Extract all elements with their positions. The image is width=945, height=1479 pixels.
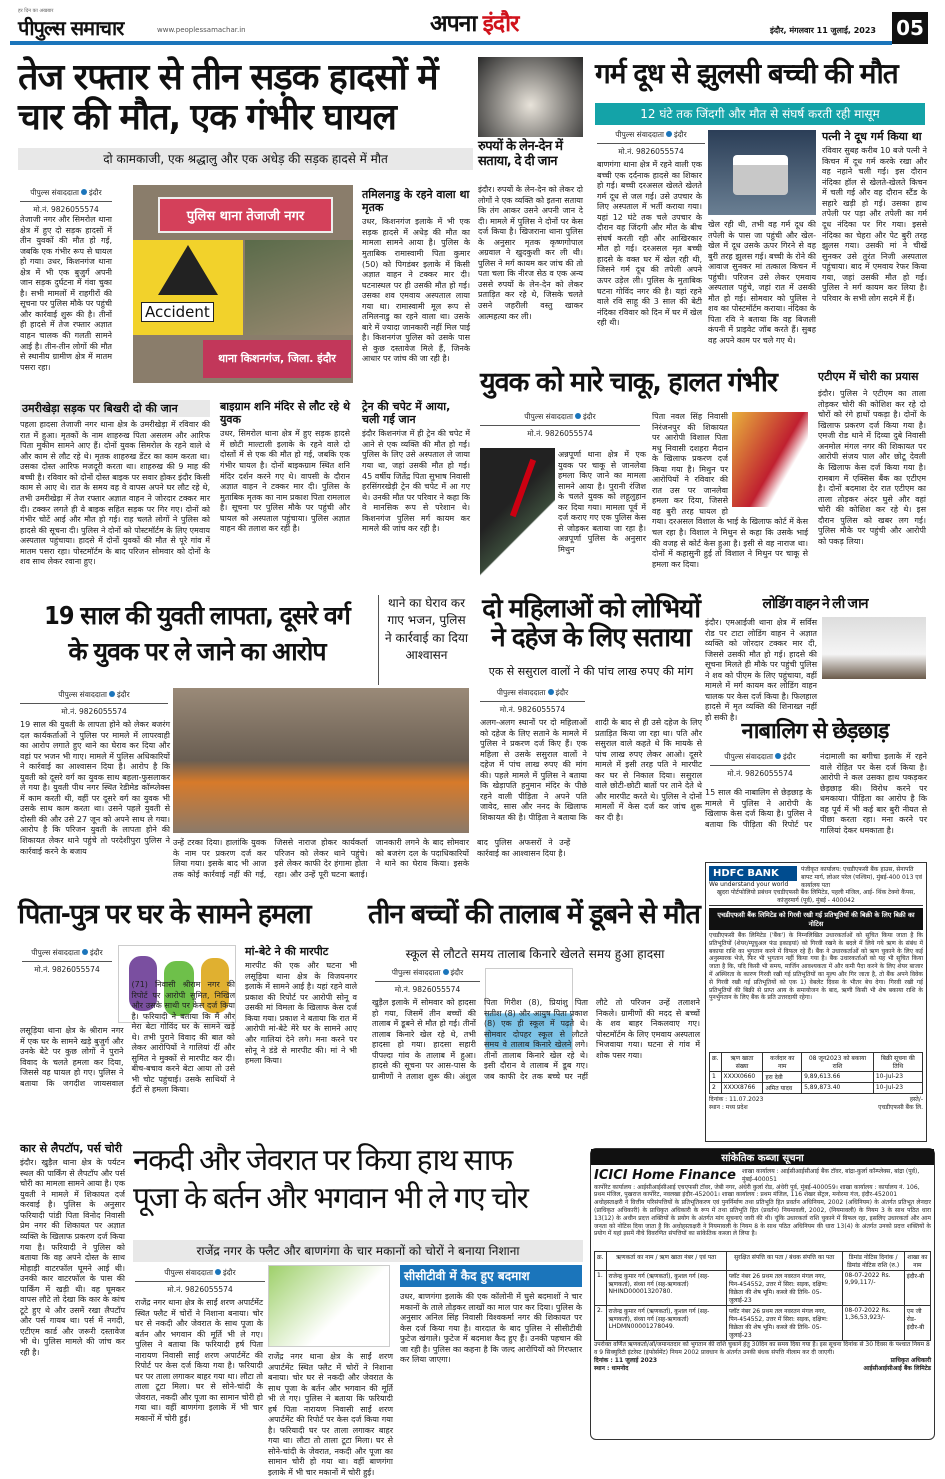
story-body: अलग-अलग स्थानों पर दो महिलाओं को दहेज के लिए सताने के मामले में पुलिस ने प्रकरण दर्ज किए हैं। एक महिला से उसके ससुराल वालों ने दहेज में पांच लाख रुपए की मांग की। पहले मामले में पुलिस ने बताया कि खेड़ापति हनुमान मंदिर के पीछे रहने वाली पीड़िता ने अपने पति जावेद, सास और ननद के खिलाफ शिकायत की है। पीड़िता ने बताया कि शादी के बाद से ही उसे दहेज के लिए प्रताड़ित किया जा रहा था। पति और ससुराल वाले कहते थे कि मायके से पांच लाख रुपए लेकर आओ। दूसरे मामले में इसी तरह पति ने मारपीट कर घर से निकाल दिया। ससुराल वाले छोटी-छोटी बातों पर ताने देते थे और मारपीट करते थे। पुलिस ने दोनों मामलों में केस दर्ज कर जांच शुरू कर दी है। xyxy=(480,718,702,822)
story-subhead: 12 घंटे तक जिंदगी और मौत से संघर्ष करती रही मासूम xyxy=(595,103,925,125)
injured-man-illustration xyxy=(732,412,808,507)
story-body: अन्नपूर्णा थाना क्षेत्र में एक युवक पर चाकू से जानलेवा हमला किए जाने का मामला सामने आया है। पुरानी रंजिश के चलते युवक को लहूलुहान कर दिया गया। मामला पूर्व में दर्ज कराए गए एक पुलिस केस से जोड़कर बताया जा रहा है। अन्नपूर्णा पुलिस के अनुसार मिथुन xyxy=(558,450,646,554)
story-body: इंदौर। एमआईजी थाना क्षेत्र में सर्विस रोड पर टाटा लोडिंग वाहन ने अज्ञात व्यक्ति को जोरदार टक्कर मार दी, जिससे उसकी मौत हो गई। हादसे की सूचना मिलते ही मौके पर पहुंची पुलिस ने शव को पीएम के लिए पहुंचाया, वहीं मामले में मर्ग कायम कर लोडिंग वाहन चालक पर केस दर्ज किया है। फिलहाल हादसे में मृत व्यक्ति की शिनाख्त नहीं हो सकी है। xyxy=(705,618,817,722)
table-cell: इंदौर-बी xyxy=(904,1271,930,1306)
hdfc-table xyxy=(709,1052,923,1094)
byline: पीपुल्स संवाददाता इंदौर मो.नं. 9826055574 xyxy=(480,688,585,715)
edition-date: इंदौर, मंगलवार 11 जुलाई, 2023 xyxy=(770,26,877,35)
table-cell: 08-07-2022 Rs. 9,99,117/- xyxy=(842,1271,904,1306)
table-header: 08 जून2023 को बकाया राशि xyxy=(802,1052,874,1071)
story-road-accidents-headline: तेज रफ्तार से तीन सड़क हादसों में चार की मौत, एक गंभीर घायल xyxy=(18,57,438,139)
byline: पीपुल्स संवाददाता इंदौर मो.नं. 9826055574 xyxy=(20,690,168,717)
table-cell: XXXX0660 xyxy=(721,1071,763,1082)
byline: पीपुल्स संवाददाता इंदौर मो.नं. 9826055574 xyxy=(135,1268,265,1295)
story-knife-attack-headline: युवक को मारे चाकू, हालत गंभीर xyxy=(480,367,777,398)
section-title: अपना इंदौर xyxy=(430,11,519,37)
byline: पीपुल्स संवाददाता इंदौर मो.नं. 9826055574 xyxy=(597,130,705,157)
story-body: बाणगंगा थाना क्षेत्र में रहने वाली एक बच्ची एक दर्दनाक हादसे का शिकार हो गई। बच्ची दरअसल खेलते खेलते गर्म दूध से जल गई। उसे उपचार के लिए अस्पताल में भर्ती कराया गया। यहां 12 घंटे तक चले उपचार के दौरान वह जिंदगी और मौत के बीच संघर्ष करती रही और आखिरकार मौत हो गई। दरअसल मृत बच्ची हादसे के वक्त घर में खेल रही थी, जिसने गर्म दूध की तपेली अपने ऊपर उड़ेल ली। पुलिस के मुताबिक घटना गोविंद नगर की है। यहां रहने वाले रवि साहू की 3 साल की बेटी नंदिका रविवार को दिन में घर में खेल रही थी। xyxy=(597,160,702,328)
story-drowning-headline: तीन बच्चों की तालाब में डूबने से मौत xyxy=(368,899,700,930)
table-cell: हरा देवी xyxy=(763,1071,802,1082)
sidebar-story: तमिलनाडु के रहने वाला था मृतक उधर, किशनगंज इलाके में भी एक सड़क हादसे में अधेड़ की मौत का मामला सामने आया है। पुलिस के मुताबिक रामास्वामी पिता कुमार (50) को पिगडंबर इलाके में किसी अज्ञात वाहन ने टक्कर मार दी। घटनास्थल पर ही उसकी मौत हो गई। उसका शव एमवाय अस्पताल लाया गया था। रामास्वामी मूल रूप से तमिलनाडु का रहने वाला था। उसके बारे में ज्यादा जानकारी नहीं मिल पाई है। किशनगंज पुलिस को उसके पास से कुछ दस्तावेज मिले हैं, जिनके आधार पर जांच की जा रही है। xyxy=(362,188,470,364)
thief-illustration xyxy=(268,1265,390,1347)
table-header: सुरक्षित संपत्ति का पता / बंधक संपत्ति का पता xyxy=(726,1252,842,1271)
story-body: उधर, बाणगंगा इलाके की एक कॉलोनी में घुसे बदमाशों ने चार मकानों के ताले तोड़कर लाखों का माल पार कर दिया। पुलिस के अनुसार अनिल सिंह निवासी विश्वकर्मा नगर की शिकायत पर केस दर्ज किया गया है। वारदात के बाद पुलिस ने सीसीटीवी फुटेज खंगाले। फुटेज में बदमाश कैद हुए हैं। उनकी पहचान की जा रही है। पुलिस का कहना है कि जल्द आरोपियों को गिरफ्तार कर लिया जाएगा। xyxy=(400,1292,582,1365)
table-header: ऋण खाता संख्या xyxy=(721,1052,763,1071)
table-header: क्र. xyxy=(595,1252,607,1271)
table-cell: 08-07-2022 Rs. 1,36,53,923/- xyxy=(842,1306,904,1341)
sidebar-story: पत्नी ने दूध गर्म किया था रविवार सुबह करीब 10 बजे पत्नी ने किचन में दूध गर्म करके रखा और वह नहाने चली गई। इस दौरान नंदिका हॉल से खेलते-खेलते किचन में चली गई और वह दौरान स्टैंड के सहारे खड़ी हो गई। उसका हाथ तपेली पर पड़ा और तपेली का गर्म दूध नंदिका पर गिर गया। इससे नंदिका का चेहरा और पेट बुरी तरह झुलस गया। उसकी मां ने चीखें सुनकर उसे तुरंत निजी अस्पताल पहुंचाया। बाद में एमवाय रेफर किया गया, जहां उसकी मौत हो गई। पुलिस ने मर्ग कायम कर लिया है। परिवार के सभी लोग सदमे में हैं। xyxy=(822,130,927,303)
table-header: ऋणकर्ता का नाम / ऋण खाता नंबर / एवं पता xyxy=(606,1252,726,1271)
police-sign-2: थाना किशनगंज, जिला. इंदौर xyxy=(203,340,351,378)
masthead-logo[interactable] xyxy=(18,8,123,41)
story-body: 19 साल की युवती के लापता होने को लेकर बजरंग दल कार्यकर्ताओं ने पुलिस पर मामले में लापरवाही का आरोप लगाते हुए थाने का घेराव कर दिया और वहां पर भजन भी गाए। मामले में पुलिस अधिकारियों ने कार्रवाई का आश्वासन दिया है। आरोप है कि युवती को दूसरे वर्ग का युवक साथ बहला-फुसलाकर ले गया है। युवती पीथ नगर स्थित रेडीमेड कॉम्प्लेक्स में काम करती थी, वहीं पर दूसरे वर्ग का युवक भी उसके साथ काम करता था। उसने पहले युवती से दोस्ती की और उसे 27 जून को अपने साथ ले गया। आरोप है कि परिजन युवती के लापता होने की शिकायत लेकर थाने पहुंचे तो परदेशीपुरा पुलिस ने कार्रवाई करने के बजाय xyxy=(20,720,170,856)
milk-pot-image xyxy=(708,130,816,215)
table-cell: 2. xyxy=(595,1306,607,1341)
table-cell: 1. xyxy=(595,1271,607,1306)
story-missing-girl-headline: 19 साल की युवती लापता, दूसरे वर्ग के युवक पर ले जाने का आरोप xyxy=(44,601,350,667)
story-body: 15 साल की नाबालिग से छेड़छाड़ के मामले में पुलिस ने आरोपी के खिलाफ केस दर्ज किया है। पुलिस ने बताया कि पीड़िता की रिपोर्ट पर नंदामाली का बगीचा इलाके में रहने वाले रोहित पर केस दर्ज किया है। आरोपी ने कल उसका हाथ पकड़कर छेड़छाड़ की। विरोध करने पर धमकाया। पीड़िता का आरोप है कि वह पूर्व में भी कई बार बुरी नीयत से पीछा करता रहा। मना करने पर गालियां देकर धमकाता है। xyxy=(705,752,927,835)
story-body: लसूड़िया थाना क्षेत्र के श्रीराम नगर में एक घर के सामने खड़े बुजुर्ग और उनके बेटे पर कुछ लोगों ने पुराने विवाद के चलते हमला कर दिया, जिससे वह घायल हो गए। पुलिस ने बताया कि जगदीश जायसवाल (71) निवासी श्रीराम नगर की रिपोर्ट पर आरोपी सुमित, निखिल और उसके साथी पर केस दर्ज किया है। फरियादी ने बताया कि मैं और मेरा बेटा गोविंद घर के सामने खड़े थे। तभी पुराने विवाद की बात को लेकर आरोपियों ने गालियां दीं और सुमित ने मुक्कों से मारपीट कर दी। बीच-बचाव करने बेटा आया तो उसे भी चोट पहुंचाई। उसके साथियों ने ईंटों से हमला किया। xyxy=(20,980,235,1095)
story-body: राजेंद्र नगर थाना क्षेत्र के साईं शरण अपार्टमेंट स्थित फ्लैट में चोरों ने निशाना बनाया। चोर घर से नकदी और जेवरात के साथ पूजा के बर्तन और भगवान की मूर्ति भी ले गए। पुलिस ने बताया कि फरियादी हर्ष पिता नारायण निवासी साईं शरण अपार्टमेंट की रिपोर्ट पर केस दर्ज किया गया है। फरियादी घर पर ताला लगाकर बाहर गया था। लौटा तो ताला टूटा मिला। घर से सोने-चांदी के जेवरात, नकदी और पूजा का सामान चोरी हो गया था। वहीं बाणगंगा इलाके में भी चार मकानों में चोरी हुई। xyxy=(135,1298,263,1424)
story-theft-headline: नकदी और जेवरात पर किया हाथ साफ पूजा के बर्तन और भगवान भी ले गए चोर xyxy=(133,1143,528,1216)
byline: पीपुल्स संवाददाता इंदौर मो.नं. 9826055574 xyxy=(22,948,112,975)
protest-photo xyxy=(173,688,469,833)
byline: पीपुल्स संवाददाता इंदौर मो.नं. 9826055574 xyxy=(375,968,480,995)
table-cell: 2 xyxy=(710,1082,722,1093)
story-body-continued: राजेंद्र नगर थाना क्षेत्र के साईं शरण अपार्टमेंट स्थित फ्लैट में चोरों ने निशाना बनाया। चोर घर से नकदी और जेवरात के साथ पूजा के बर्तन और भगवान की मूर्ति भी ले गए। पुलिस ने बताया कि फरियादी हर्ष पिता नारायण निवासी साईं शरण अपार्टमेंट की रिपोर्ट पर केस दर्ज किया गया है। फरियादी घर पर ताला लगाकर बाहर गया था। लौटा तो ताला टूटा मिला। घर से सोने-चांदी के जेवरात, नकदी और पूजा का सामान चोरी हो गया था। वहीं बाणगंगा इलाके में भी चार मकानों में चोरी हुई। xyxy=(268,1352,393,1478)
sidebar-story: कार से लैपटॉप, पर्स चोरी इंदौर। खुड़ैल थाना क्षेत्र के पर्यटन स्थल की पार्किंग से लैपटॉप और पर्स चोरी का मामला सामने आया है। एक युवती ने मामले में शिकायत दर्ज करवाई है। पुलिस के अनुसार फरियादी पांडी पिता विनोद निवासी प्रेम नगर की शिकायत पर अज्ञात व्यक्ति के खिलाफ प्रकरण दर्ज किया गया है। फरियादी ने पुलिस को बताया कि वह अपने दोस्त के साथ मोहाड़ी वाटरफॉल घूमने आई थी। उनकी कार वाटरफॉल के पास की पार्किंग में खड़ी थी। वह घूमकर वापस लौटे तो देखा कि कार के कांच टूटे हुए थे और उसमें रखा लैपटॉप और पर्स गायब था। पर्स में नगदी, एटीएम कार्ड और जरूरी दस्तावेज भी थे। पुलिस मामले की जांच कर रही है। xyxy=(20,1142,125,1358)
story-body: पिता नवल सिंह निवासी निरंजनपुर की शिकायत पर आरोपी विशाल पिता मधु निवासी दशहरा मैदान के खिलाफ प्रकरण दर्ज किया गया है। मिथुन पर आरोपियों ने रविवार की रात उस पर जानलेवा हमला कर दिया, जिससे वह बुरी तरह घायल हो गया। दरअसल विशाल के भाई के खिलाफ कोर्ट में केस चल रहा है। विशाल ने मिथुन से कहा कि उसके भाई की वजह से कोर्ट केस हुआ है। इसी से वह नाराज था। दोनों में कहासुनी हुई तो विशाल ने मिथुन पर चाकू से हमला कर दिया। xyxy=(652,412,808,569)
story-molestation-headline: नाबालिग से छेड़छाड़ xyxy=(741,719,889,744)
icici-logo: ICICI Home Finance xyxy=(594,1168,736,1184)
logo-tagline: हर दिन का अखबार xyxy=(18,8,54,14)
hdfc-auction-notice: HDFC BANK We understand your world पंजीकृत कार्यालय: एचडीएफसी बैंक हाउस, सेनापति बापट मार्ग, लोअर परेल (पश्चिम), मुंबई-400 013 एवं कार्यालय पता खुदरा पोर्टफोलियो प्रबंधन एचडीएफसी बैंक लिमिटेड, पहली मंजिल, आई- थिंक टेक्नो कैंपस, कांजुरमार्ग (पूर्व), मुंबई - 400042 एचडीएफसी बैंक लिमिटेड को गिरवी रखी गई प्रतिभूतियों की बिक्री के लिए बिक्री का नोटिस एचडीएफसी बैंक लिमिटेड ('बैंक') के निम्नलिखित उधारकर्ताओं को सूचित किया जाता है कि प्रतिभूतियों (शेयर/म्यूचुअल फंड इकाइयां) को गिरवी रखने के बदले में लिये गये ऋण के संबंध में बकाया राशि का भुगतान करने में विफल रहे हैं। बैंक ने उधारकर्ताओं को ऋण चुकाने के लिए कई अनुस्मारक भेजे, फिर भी भुगतान नहीं किया गया है। बैंक उधारकर्ताओं को यह भी सूचित किया जाता है कि, यदि किसी भी समय, मार्जिन आवश्यकता में और कमी पैदा करने के लिए शेयर बाजार में अस्थिरता के कारण गिरवी रखी गई प्रतिभूतियों का मूल्य और गिर जाता है, तो बैंक अपने विवेक से गिरवी रखी गई प्रतिभूतियों को एक 1) वेबलेट दिवस के भीतर बेच देगा। गिरवी रखी गई प्रतिभूतियों की बिक्री से प्राप्त आय के समायोजन के बाद, ऋणी किसी भी शेष बकाया राशि के पुनर्भुगतान के लिए बैंक के प्रति उत्तरदायी रहेगा। क्र. ऋण खाता संख्या कर्जदार का नाम 08 जून2023 को बकाया राशि बिक्री सूचना की तिथि 1 XXXX0660 हरा देवी 9,89,613.66 10-Jul-23 2 XXXX8766 अमित यादव 5,89,873.40 10-Jul-23 दिनांक : 11.07.2023 हस्ते/- स्थान : मध्य प्रदेश एचडीएफसी बैंक लि. xyxy=(705,862,927,1142)
table-row xyxy=(710,1071,923,1082)
table-cell: एम जी रोड- इंदौर-बी xyxy=(904,1306,930,1341)
railway-track-image xyxy=(245,240,353,335)
story-hot-milk-headline: गर्म दूध से झुलसी बच्ची की मौत xyxy=(595,57,898,90)
sub-story: उमरीखेड़ा सड़क पर बिखरी दो की जान पहला हादसा तेजाजी नगर थाना क्षेत्र के उमरीखेड़ा में रविवार की रात में हुआ। मृतकों के नाम शाहरुख पिता असलम और आरिफ पिता मुकीम सामने आए हैं। दोनों युवक सिमरोल के रहने वाले थे और काम से लौट रहे थे। मृतक शाहरुख डेंटर का काम करता था। उसका दोस्त आरिफ मजदूरी करता था। शाहरुख की 9 माह की बच्ची है। रविवार को दोनों दोस्त बाइक पर सवार होकर इंदौर किसी काम से आए थे। रात के समय वह वे वापस अपने घर लौट रहे थे, तभी उमरीखेड़ा में तेज रफ्तार अज्ञात वाहन ने जोरदार टक्कर मार दी। टक्कर लगते ही वे बाइक सहित सड़क पर गिर गए। दोनों को गंभीर चोटें आई और मौत हो गई। राह चलते लोगों ने पुलिस को हादसे की सूचना दी। पुलिस ने दोनों को पोस्टमॉर्टम के लिए एमवाय अस्पताल पहुंचाया। हादसे में दोनों युवकों की मौत से पूरे गांव में मातम पसरा रहा। पोस्टमॉर्टम के बाद परिजन सोमवार को दोनों के शव साथ लेकर रवाना हुए। xyxy=(20,402,210,567)
story-body-wrap xyxy=(652,412,808,584)
table-cell: प्लॉट नंबर 26 प्रथम तल नवरतन मंगल नगर, पिन-454552, उत्तर में सिरा: सड़क, दक्षिण: विक्रेता की शेष भूमि। कब्जे की तिथि- 05-जुलाई-23 xyxy=(726,1271,842,1306)
site-url[interactable]: www.peoplessamachar.in xyxy=(157,26,246,34)
story-subhead: स्कूल से लौटते समय तालाब किनारे खेलते समय हुआ हादसा xyxy=(405,947,665,961)
table-header: बिक्री सूचना की तिथि xyxy=(873,1052,922,1071)
byline: पीपुल्स संवाददाता इंदौर मो.नं. 9826055574 xyxy=(20,188,112,215)
table-cell: अमित यादव xyxy=(763,1082,802,1093)
sub-story: ट्रेन की चपेट में आया, चली गई जान इंदौर किशनगंज में ही ट्रेन की चपेट में आने से एक व्यक्ति की मौत हो गई। पुलिस के लिए उसे अस्पताल ले जाया गया था, जहां उसकी मौत हो गई। 45 वर्षीय जितेंद्र पिता सुभाष निवासी हरसिंगरखेड़ी ट्रेन की चपेट में आ गए थे। उनकी मौत पर परिवार ने कहा कि वे मानसिक रूप से परेशान थे। किशनगंज पुलिस मर्ग कायम कर मामले की जांच कर रही है। xyxy=(362,400,470,534)
warning-sign-icon: Accident xyxy=(133,240,243,335)
table-cell: 1 xyxy=(710,1071,722,1082)
hdfc-logo: HDFC BANK We understand your world xyxy=(709,866,797,889)
story-body: तेजाजी नगर और सिमरोल थाना क्षेत्र में हुए दो सड़क हादसों में तीन युवकों की मौत हो गई, जबकि एक गंभीर रूप से घायल हो गया। उधर, किशनगंज थाना क्षेत्र में भी एक बुजुर्ग अपनी जान सड़क दुर्घटना में गंवा चुका है। सभी मामलों में राहगीरों की सूचना पर पुलिस मौके पर पहुंची और कार्रवाई शुरू की है। तीनों ही हादसे में तेज रफ्तार अज्ञात वाहन चालक की गलती सामने आई है। तीन-तीन लोगों की मौत से स्थानीय ग्रामीण क्षेत्र में मातम पसरा रहा। xyxy=(20,215,112,372)
table-row xyxy=(595,1271,931,1306)
story-subhead: एक से ससुराल वालों ने की पांच लाख रुपए की मांग xyxy=(488,665,694,678)
sidebar-story: एटीएम में चोरी का प्रयास इंदौर। पुलिस ने एटीएम का ताला तोड़कर चोरी की कोशिश कर रहे दो चोरों को रंगे हाथों पकड़ा है। दोनों के खिलाफ प्रकरण दर्ज किया गया है। एमजी रोड थाने में दिव्या दुबे निवासी अनमोल मंगल नगर की शिकायत पर आरोपी संजय पाल और छोटू देवली के खिलाफ केस दर्ज किया गया है। रामबाग में एक्सिस बैंक का एटीएम है। दोनों बदमाश देर रात एटीएम का ताला तोड़कर अंदर घुसे और वहां चोरी की कोशिश कर रहे थे। इस दौरान पुलिस को खबर लग गई। पुलिस मौके पर पहुंची और आरोपी को पकड़ लिया। xyxy=(818,370,926,546)
table-cell: 9,89,613.66 xyxy=(802,1071,874,1082)
table-cell: राजेन्द्र कुमार गर्ग (ऋणकर्ता), कुशल गर्ग (सह-ऋणकर्ता), संध्या गर्ग (सह-ऋणकर्ता) NHIND00001320780. xyxy=(606,1271,726,1306)
accident-collage-image xyxy=(133,185,353,383)
story-headline: रुपयों के लेन-देन में सताया, दे दी जान xyxy=(478,139,563,169)
sub-story: बाइग्राम शनि मंदिर से लौट रहे थे युवक उधर, सिमरोल थाना क्षेत्र में हुए सड़क हादसे में छोटी माल्टाली इलाके के रहने वाले दो दोस्तों में से एक की मौत हो गई, जबकि एक गंभीर घायल है। दोनों बाइकग्राम स्थित शनि मंदिर दर्शन करने गए थे। वापसी के दौरान अज्ञात वाहन ने टक्कर मार दी। पुलिस के मुताबिक मृतक का नाम प्रकाश पिता रामलाल है। सूचना पर पुलिस मौके पर पहुंची और घायल को अस्पताल पहुंचाया। पुलिस अज्ञात वाहन की तलाश कर रही है। xyxy=(220,400,350,534)
table-cell: XXXX8766 xyxy=(721,1082,763,1093)
story-subhead: राजेंद्र नगर के फ्लैट और बाणगंगा के चार मकानों को चोरों ने बनाया निशाना xyxy=(133,1240,583,1262)
table-header: क्र. xyxy=(710,1052,722,1071)
story-body: खेल रही थी, तभी वह गर्म दूध की तपेली के पास जा पहुंची और खेल-खेल में दूध उसके ऊपर गिरने से वह बुरी तरह झुलस गई। बच्ची के रोने की आवाज सुनकर मां तत्काल किचन में पहुंची। परिजन उसे लेकर एमवाय अस्पताल पहुंचे, जहां रात में उसकी मौत हो गई। सोमवार को पुलिस ने शव का पोस्टमॉर्टम कराया। नंदिका के पिता रवि ने बताया कि वह बिजली कंपनी में प्राइवेट जॉब करते हैं। सुबह वह अपने काम पर चले गए थे। xyxy=(708,220,816,346)
table-header: डिमांड नोटिस दिनांक / डिमांड नोटिस राशि (रु.) xyxy=(842,1252,904,1271)
table-cell: 10-Jul-23 xyxy=(873,1071,922,1082)
icici-table xyxy=(594,1251,931,1341)
table-cell: प्लॉट नंबर 26 प्रथम तल नवरतन मंगल नगर, पिन-454552, उत्तर में सिरा: सड़क, दक्षिण: विक्रेता की शेष भूमि। कब्जे की तिथि- 05-जुलाई-23 xyxy=(726,1306,842,1341)
icici-possession-notice: सांकेतिक कब्जा सूचना ICICI Home Finance शाखा कार्यालय : आईसीआईसीआई बैंक टॉवर, बांद्रा-कुर्ला कॉम्प्लेक्स, बांद्रा (पूर्व), मुंबई-400051 कार्पोरेट कार्यालय : आईसीआईसीआई एचएफसी टॉवर, जेबी नगर, अंधेरी कुर्ला रोड, अंधेरी पूर्व, मुंबई-400059। शाखा कार्यालय : कार्यालय नं. 106, प्रथम मंजिल, पुखराज कार्पोरेट, नवलखा इंदौर-452001। शाखा कार्यालय : प्रथम मंजिल, 116 शेखर सेंट्रल, मनोरमा गंज, इंदौर-452001 अधोहस्ताक्षरी ने वित्तीय परिसंपत्तियों के प्रतिभूतिकरण एवं पुनर्निर्माण तथा प्रतिभूति हित प्रवर्तन अधिनियम, 2002 (अधिनियम) के अंतर्गत प्रतिभूत लेनदार (प्राधिकृत अधिकारी) के प्राधिकृत अधिकारी के रूप में तथा प्रतिभूति हित (प्रवर्तन) नियमावली, 2002, (नियमावली) के नियम 3 के साथ पठित धारा 13(12) के अधीन प्रदत्त शक्तियों के प्रयोग के अंतर्गत मांग सूचनाएं जारी की थी। चूंकि उधारकर्ता राशि चुकाने में विफल रहा, इसलिए उधारकर्ता और आम जनता को नोटिस दिया जाता है कि अधोहस्ताक्षरी ने नियमावली के नियम 8 के साथ पठित अधिनियम की धारा 13(4) के अंतर्गत उनको प्रदत्त शक्तियों के प्रयोग में यहां इसमें नीचे विवरणित संपत्तियों का सांकेतिक कब्जा ले लिया है। क्र. ऋणकर्ता का नाम / ऋण खाता नंबर / एवं पता सुरक्षित संपत्ति का पता / बंधक संपत्ति का पता डिमांड नोटिस दिनांक / डिमांड नोटिस राशि (रु.) शाखा का नाम 1. राजेन्द्र कुमार गर्ग (ऋणकर्ता), कुशल गर्ग (सह-ऋणकर्ता), संध्या गर्ग (सह-ऋणकर्ता) NHIND00001320780. प्लॉट नंबर 26 प्रथम तल नवरतन मंगल नगर, पिन-454552, उत्तर में सिरा: सड़क, दक्षिण: विक्रेता की शेष भूमि। कब्जे की तिथि- 05-जुलाई-23 08-07-2022 Rs. 9,99,117/- इंदौर-बी 2. राजेन्द्र कुमार गर्ग (ऋणकर्ता), कुशल गर्ग (सह-ऋणकर्ता), संध्या गर्ग (सह-ऋणकर्ता) LHDMN00001278049. प्लॉट नंबर 26 प्रथम तल नवरतन मंगल नगर, पिन-454552, उत्तर में सिरा: सड़क, दक्षिण: विक्रेता की शेष भूमि। कब्जे की तिथि- 05-जुलाई-23 08-07-2022 Rs. 1,36,53,923/- एम जी रोड- इंदौर-बी उपरोक्त वर्णित ऋणकर्ता/ओं/जमानतदार को भुगतान की राशि चुकाने हेतु 30दिन का समय दिया गया है। इस सूचना दिनांक से 30 दिवस के पश्चात नियम 8 व 9 सिक्युरिटी इंटरेस्ट (इंफोर्समेंट) नियम 2002 प्रावधान के अंतर्गत उनकी बंधक संपत्ति नीलाम कर दी जाएगी। दिनांक : 11 जुलाई 2023 प्राधिकृत अधिकारी स्थान : धामनोद आईसीआईसीआई बैंक लिमिटेड xyxy=(590,1148,935,1440)
story-headline: लोडिंग वाहन ने ली जान xyxy=(762,596,868,612)
story-father-son-attack-headline: पिता-पुत्र पर घर के सामने हमला xyxy=(18,899,311,930)
masthead-rule xyxy=(10,41,892,45)
table-row xyxy=(595,1306,931,1341)
story-dowry-headline: दो महिलाओं को लोभियों ने दहेज के लिए सताया xyxy=(482,594,700,654)
story-subhead: दो कामकाजी, एक श्रद्धालु और एक अधेड़ की सड़क हादसे में मौत xyxy=(18,148,473,170)
sidebar-story: मां-बेटे ने की मारपीट मारपीट की एक और घटना भी लसूड़िया थाना क्षेत्र के विजयनगर इलाके में सामने आई है। यहां रहने वाले प्रकाश की रिपोर्ट पर आरोपी सोनू व उसकी मां विमला के खिलाफ केस दर्ज किया गया। प्रकाश ने बताया कि रात में आरोपी मां-बेटे मेरे घर के सामने आए और गालियां देने लगे। मना करने पर सोनू ने डंडे से मारपीट की। मां ने भी हमला किया। xyxy=(245,945,357,1066)
police-sign: पुलिस थाना तेजाजी नगर xyxy=(158,197,333,233)
knife-illustration xyxy=(480,448,555,583)
byline: पीपुल्स संवाददाता इंदौर मो.नं. 9826055574 xyxy=(480,412,640,439)
covered-body-image xyxy=(822,617,926,679)
table-header: कर्जदार का नाम xyxy=(763,1052,802,1071)
pull-quote: थाने का घेराव कर गाए भजन, पुलिस ने कार्रवाई का दिया आश्वासन xyxy=(378,595,470,685)
byline: पीपुल्स संवाददाता इंदौर मो.नं. 9826055574 xyxy=(710,752,810,779)
logo-text: पीपुल्स समाचार xyxy=(18,16,124,40)
cctv-subhead: सीसीटीवी में कैद हुए बदमाश xyxy=(400,1265,582,1287)
dead-body-feet-image xyxy=(478,57,583,137)
story-body: उन्हें टरका दिया। हालांकि युवक के नाम पर प्रकरण दर्ज कर लिया गया। इसके बाद भी आज तक कोई कार्रवाई नहीं की गई, जिससे नाराज होकर कार्यकर्ता परिजन को लेकर थाने पहुंचे। इसे लेकर काफी देर हंगामा होता रहा। और उन्हें पूरी घटना बताई। जानकारी लगने के बाद सोमवार को बजरंग दल के पदाधिकारियों ने थाने का घेराव किया। इसके बाद पुलिस अफसरों ने उन्हें कार्रवाई का आश्वासन दिया है। xyxy=(173,838,571,879)
table-row xyxy=(710,1082,923,1093)
table-cell: 5,89,873.40 xyxy=(802,1082,874,1093)
table-header: शाखा का नाम xyxy=(904,1252,930,1271)
page-number: 05 xyxy=(892,12,928,44)
story-body: इंदौर। रुपयों के लेन-देन को लेकर दो लोगों ने एक व्यक्ति को इतना सताया कि तंग आकर उसने अपनी जान दे दी। मामले में पुलिस ने दोनों पर केस दर्ज किया है। खिजराना थाना पुलिस के अनुसार मृतक कृष्णगोपाल अग्रवाल ने खुदकुशी कर ली थी। पुलिस ने मर्ग कायम कर जांच की तो पता चला कि नीरज सेठ व एक अन्य उससे रुपयों के लेन-देन को लेकर प्रताड़ित कर रहे थे, जिसके चलते उसने जहरीली वस्तु खाकर आत्महत्या कर ली। xyxy=(478,185,583,321)
table-cell: 10-Jul-23 xyxy=(873,1082,922,1093)
table-cell: राजेन्द्र कुमार गर्ग (ऋणकर्ता), कुशल गर्ग (सह-ऋणकर्ता), संध्या गर्ग (सह-ऋणकर्ता) LHDMN00001278049. xyxy=(606,1306,726,1341)
story-body: खुड़ैल इलाके में सोमवार को हादसा हो गया, जिसमें तीन बच्चों की तालाब में डूबने से मौत हो गई। तीनों तालाब किनारे खेल रहे थे, तभी हादसा हो गया। हादसा सहारी पीपल्दा गांव के तालाब में हुआ। हादसे की सूचना पर आस-पास के ग्रामीणों ने तलाश शुरू की। अंशुल पिता गिरीश (8), प्रियांशु पिता सतीश (8) और आयुष पिता प्रकाश (8) एक ही स्कूल में पढ़ते थे। सोमवार दोपहर स्कूल से लौटते समय वे तालाब किनारे खेलने लगे। तीनों तालाब किनारे खेल रहे थे। इसी दौरान वे तालाब में डूब गए। जब काफी देर तक बच्चे घर नहीं लौटे तो परिजन उन्हें तलाशने निकले। ग्रामीणों की मदद से बच्चों के शव बाहर निकलवाए गए। पोस्टमॉर्टम के लिए एमवाय अस्पताल भिजवाया गया। घटना से गांव में शोक पसर गया। xyxy=(372,998,700,1081)
